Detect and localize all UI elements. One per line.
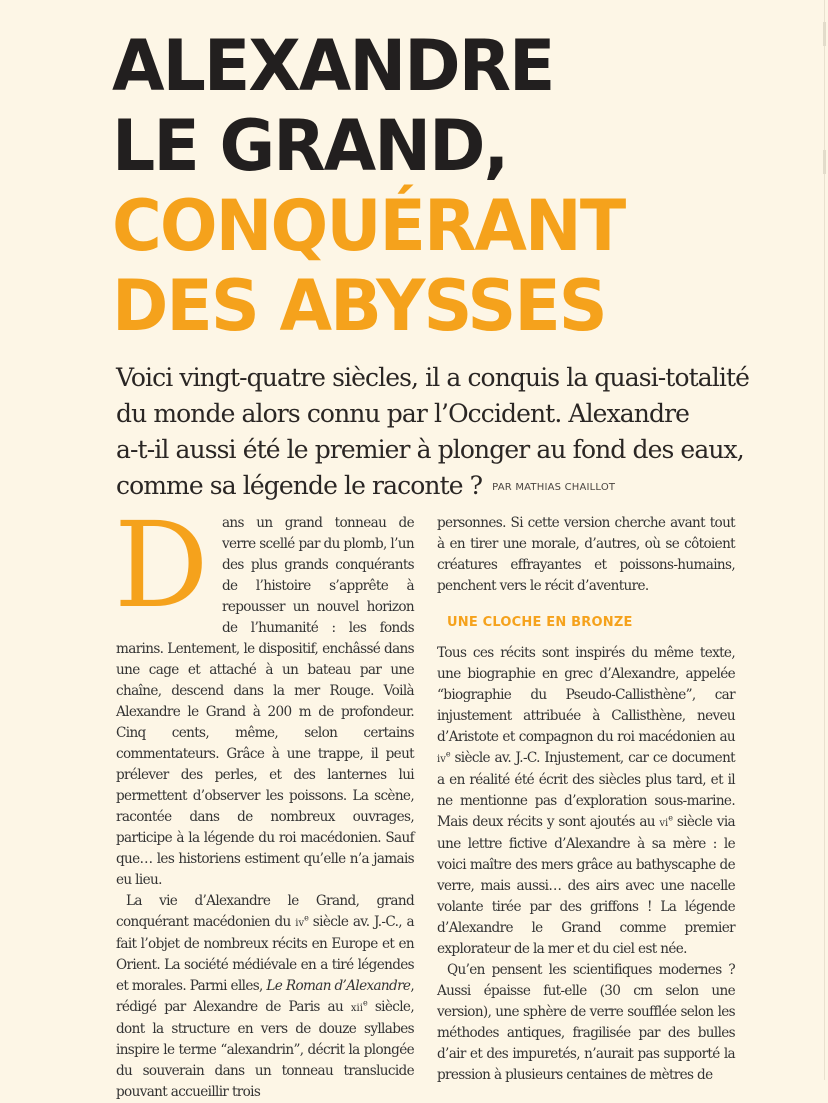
p3-text-a: Tous ces récits sont inspirés du même texte, une biographie en grec d’Alexandre, appelée “biographie du Pseudo-Callisthène”, car injustement attribuée à Callisthène, neveu d’Aristote et compagnon du roi macédonien au [437, 645, 735, 745]
p2-text-c: , rédigé par Alexandre de Paris au [116, 978, 415, 1015]
section-subhead: UNE CLOCHE EN BRONZE [447, 615, 633, 630]
p3-text-b: siècle av. J.-C. Injustement, car ce document a en réalité été écrit des siècles plus tard, et il ne mentionne pas d’exploration sous-marine. Mais deux récits y sont ajoutés au [437, 750, 735, 830]
p2-text-a: La vie d’Alexandre le Grand, grand conquérant macédonien du [116, 893, 414, 930]
p2-text-d: siècle, dont la structure en vers de douze syllabes inspire le terme “alexandrin”, décrit la plongée du souverain dans un tonneau translucide pouvant accueillir trois [116, 999, 414, 1100]
drop-cap: D [114, 496, 208, 634]
superscript: e [304, 913, 309, 923]
page-edge-mark [823, 22, 826, 46]
article-title [112, 26, 624, 346]
superscript: e [362, 998, 368, 1008]
page-edge-mark [823, 150, 826, 174]
title-line-1: ALEXANDRE [112, 25, 554, 107]
century-numeral: vi [659, 818, 669, 829]
paragraph-1-text: ans un grand tonneau de verre scellé par du plomb, l’un des plus grands conquérants de l’histoire s’apprête à repousser un nouvel horizon de l’humanité : les fonds marins. Lentement, le dispositif, enchâssé dans une cage et attaché à un bateau par une chaîne, descend dans la mer Rouge. Voilà Alexandre le Grand à 200 m de profondeur. Cinq cents, même, selon certains commentateurs. Grâce à une trappe, il peut prélever des perles, et des lanternes lui permettent d’observer les poissons. La scène, racontée dans de nombreux ouvrages, participe à la légende du roi macédonien. Sauf que… les historiens estiment qu’elle n’a jamais eu lieu. [116, 515, 414, 888]
superscript: e [445, 749, 450, 759]
paragraph-4: Qu’en pensent les scientifiques modernes ? Aussi épaisse fut-elle (30 cm selon une version), une sphère de verre soufflée selon les méthodes antiques, fragilisée par des bulles d’air et des impuretés, n’aurait pas supporté la pression à plusieurs centaines de mètres de [437, 962, 735, 1083]
century-numeral: iv [437, 754, 446, 765]
paragraph-2-continued: personnes. Si cette version cherche avant tout à en tirer une morale, d’autres, où se côtoient créatures effrayantes et poissons-humains, penchent vers le récit d’aventure. [437, 515, 735, 594]
century-numeral: iv [295, 918, 305, 929]
paragraph-1 [114, 496, 414, 891]
lede-line-4-text: comme sa légende le raconte ? [116, 471, 483, 500]
lede-line-3: a-t-il aussi été le premier à plonger au fond des eaux, [116, 435, 744, 464]
article-lede [116, 360, 796, 506]
title-line-2: LE GRAND, [112, 105, 508, 187]
title-line-4: DES ABYSSES [112, 265, 606, 347]
paragraph-2 [116, 891, 414, 1103]
title-line-3: CONQUÉRANT [112, 185, 625, 267]
column-right [437, 513, 735, 1086]
book-title: Le Roman d’Alexandre [266, 978, 411, 994]
p3-text-c: siècle via une lettre fictive d’Alexandre à sa mère : le voici maître des mers grâce au bathyscaphe de verre, mais aussi… des airs avec une nacelle volante tirée par des griffons ! La légende d’Alexandre le Grand comme premier explorateur de la mer et du ciel est née. [437, 814, 735, 957]
p2-text-b: siècle av. J.-C., a fait l’objet de nombreux récits en Europe et en Orient. La société médiévale en a tiré légendes et morales. Parmi elles, [116, 914, 414, 994]
byline: PAR MATHIAS CHAILLOT [492, 481, 616, 493]
column-left [114, 496, 415, 1103]
superscript: e [668, 813, 673, 823]
lede-line-1: Voici vingt-quatre siècles, il a conquis la quasi-totalité [116, 363, 749, 392]
century-numeral: xii [350, 1003, 363, 1014]
lede-line-2: du monde alors connu par l’Occident. Alexandre [116, 399, 690, 428]
lede-line-4 [116, 468, 796, 506]
paragraph-3 [437, 643, 735, 960]
